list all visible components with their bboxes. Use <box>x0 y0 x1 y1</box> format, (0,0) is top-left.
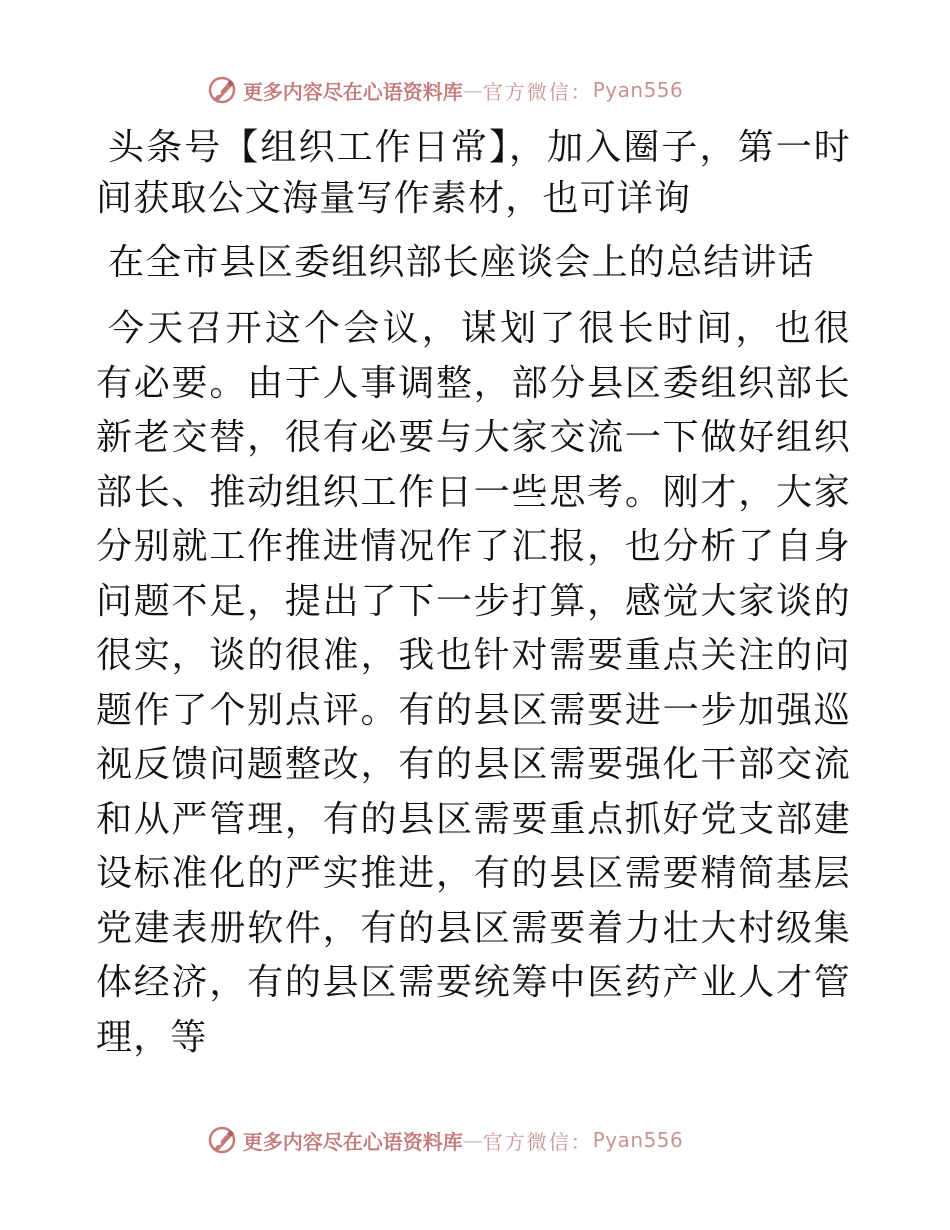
intro-paragraph: 头条号【组织工作日常】，加入圈子，第一时间获取公文海量写作素材，也可详询 <box>96 127 851 219</box>
body-paragraph: 今天召开这个会议，谋划了很长时间，也很有必要。由于人事调整，部分县区委组织部长新老交替，很有必要与大家交流一下做好组织部长、推动组织工作日一些思考。刚才，大家分别就工作推进情况作了汇报，也分析了自身问题不足，提出了下一步打算，感觉大家谈的很实，谈的很准，我也针对需要重点关注的问题作了个别点评。有的县区需要进一步加强巡视反馈问题整改，有的县区需要强化干部交流和从严管理，有的县区需要重点抓好党支部建设标准化的严实推进，有的县区需要精简基层党建表册软件，有的县区需要着力壮大村级集体经济，有的县区需要统筹中医药产业人才管理，等 <box>96 308 851 1058</box>
footer-watermark <box>0 1120 950 1160</box>
watermark-separator: — <box>462 1128 483 1152</box>
document-title: 在全市县区委组织部长座谈会上的总结讲话 <box>108 242 815 283</box>
watermark-text: 更多内容尽在心语资料库 <box>242 1129 463 1154</box>
watermark-separator: — <box>462 78 483 102</box>
watermark-text: 更多内容尽在心语资料库 <box>242 79 463 104</box>
header-watermark <box>0 70 950 110</box>
watermark-wechat-id: Pyan556 <box>592 78 684 102</box>
pen-logo-icon <box>207 1125 237 1155</box>
pen-logo-icon <box>207 75 237 105</box>
watermark-wechat-id: Pyan556 <box>592 1128 684 1152</box>
document-page <box>96 122 851 1065</box>
watermark-official-label: 官方微信： <box>482 79 593 104</box>
watermark-official-label: 官方微信： <box>482 1129 593 1154</box>
